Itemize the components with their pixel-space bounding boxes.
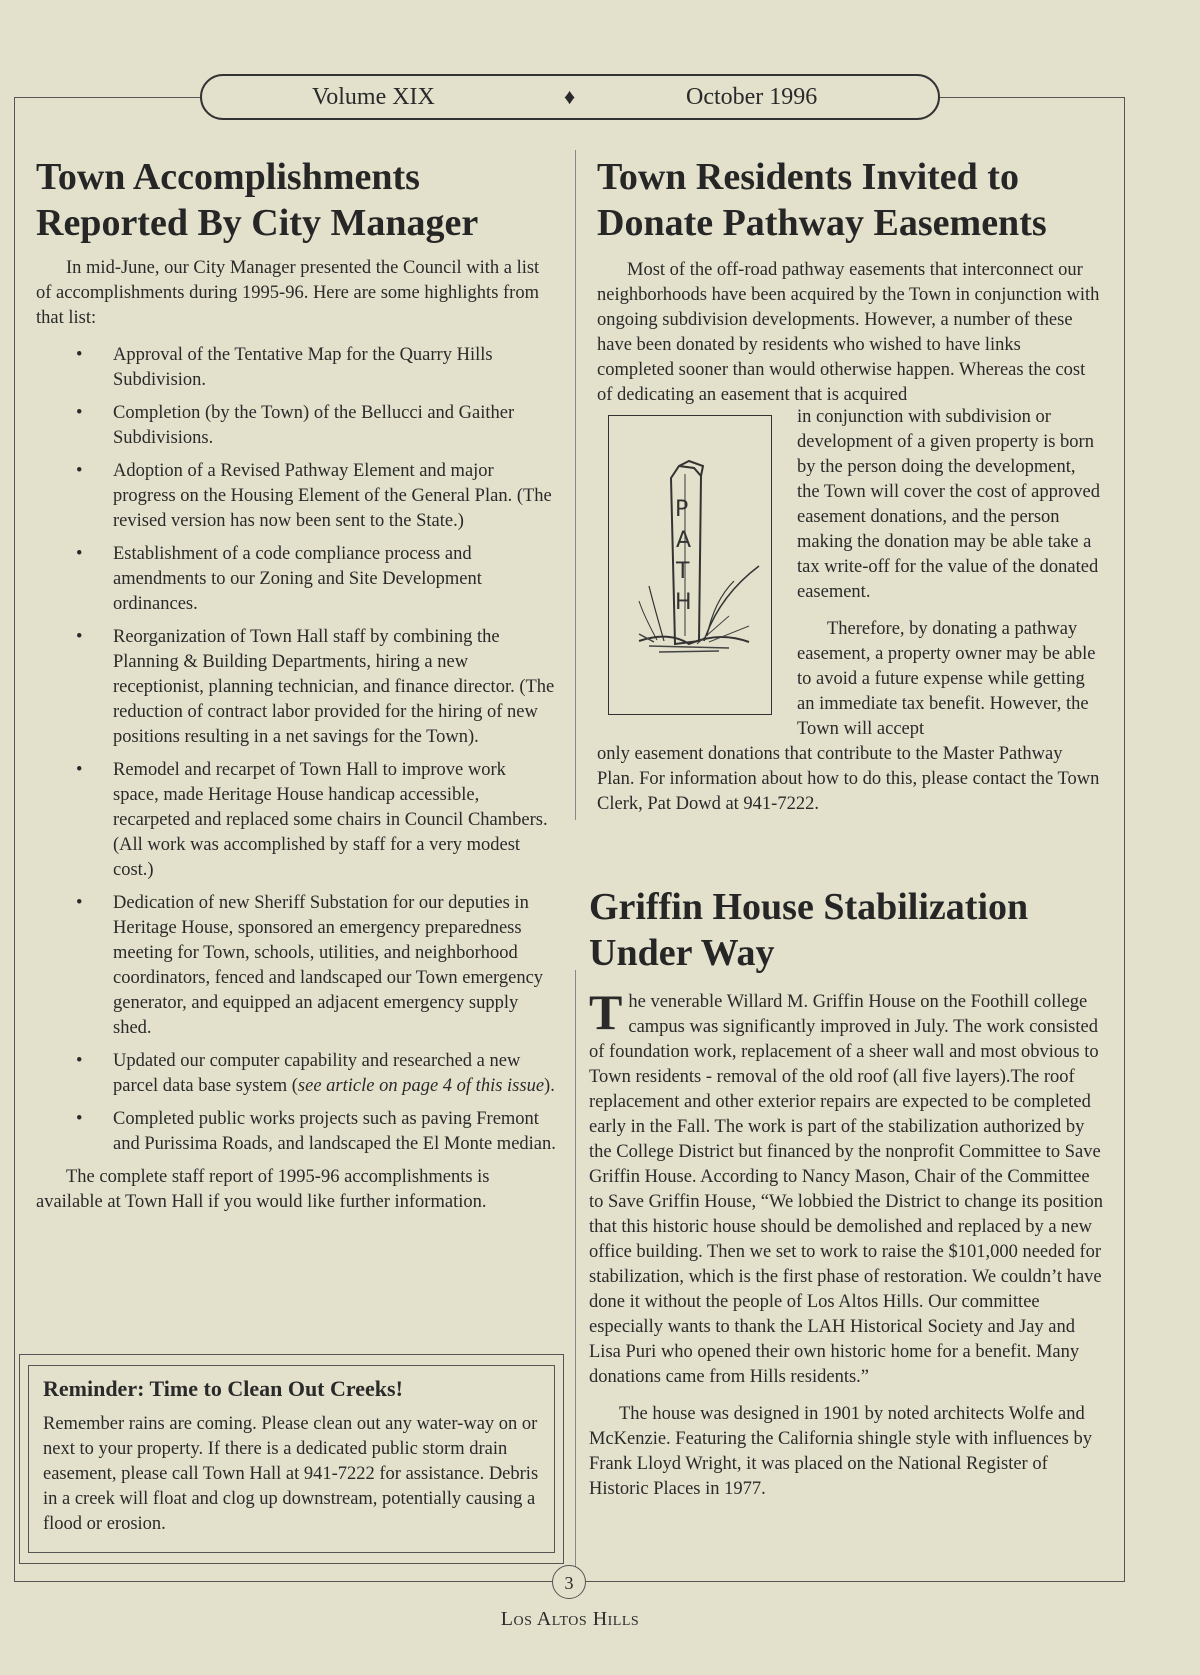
illustration-letter: P (675, 497, 689, 522)
accomplishments-list (36, 343, 556, 1157)
path-marker-illustration (608, 415, 772, 715)
list-item: • Completion (by the Town) of the Bellucci and Gaither Subdivisions. (36, 401, 556, 451)
list-item: • Approval of the Tentative Map for the Quarry Hills Subdivision. (36, 343, 556, 393)
list-item (36, 1049, 556, 1099)
diamond-icon: ♦ (564, 84, 576, 109)
pathway-paragraph-bottom: only easement donations that contribute to the Master Pathway Plan. For information about how to do this, please contact the Town Clerk, Pat Dowd at 941-7222. (597, 744, 1100, 814)
list-item: • Dedication of new Sheriff Substation for our deputies in Heritage House, sponsored an emergency preparedness meeting for Town, schools, utilities, and neighborhood coordinators, fenced and landscaped our Town emergency generator, and equipped an adjacent emergency supply shed. (36, 891, 556, 1041)
pathway-paragraph-top: Most of the off-road pathway easements that interconnect our neighborhoods have been acquired by the Town in conjunction with ongoing subdivision developments. However, a number of these have been donated by residents who wished to have links completed sooner than would otherwise happen. Whereas the cost of dedicating an easement that is acquired (597, 260, 1100, 405)
accomplishments-article (36, 154, 556, 1215)
issue-date: October 1996 (686, 83, 818, 110)
illustration-letter: T (676, 559, 690, 584)
page-number: 3 (552, 1565, 586, 1599)
pathway-paragraph-side: in conjunction with subdivision or development of a given property is born by the person doing the development, the Town will cover the cost of approved easement donations, and the person making the donation may be able take a tax write-off for the value of the donated easement. (797, 407, 1101, 602)
reminder-title: Reminder: Time to Clean Out Creeks! (43, 1376, 403, 1401)
list-item-text: ). (544, 1076, 555, 1096)
issue-header (200, 74, 940, 120)
list-item: • Remodel and recarpet of Town Hall to improve work space, made Heritage House handicap accessible, recarpeted and replaced some chairs in Council Chambers. (All work was accomplished by staff for a very modest cost.) (36, 758, 556, 883)
reminder-inner (28, 1365, 555, 1553)
list-item: • Reorganization of Town Hall staff by combining the Planning & Building Departments, hiring a new receptionist, planning technician, and finance director. (The reduction of contract labor provided for the hiring of new positions resulting in a net savings for the Town). (36, 625, 556, 750)
column-divider (575, 150, 576, 820)
pathway-paragraph-side-2: Therefore, by donating a pathway easement, a property owner may be able to avoid a future expense while getting an immediate tax benefit. However, the Town will accept (797, 619, 1096, 739)
volume-label: Volume XIX (312, 83, 435, 110)
page-reference: see article on page 4 of this issue (297, 1076, 545, 1096)
article-intro: In mid-June, our City Manager presented the Council with a list of accomplishments during 1995-96. Here are some highlights from that list: (36, 258, 540, 328)
path-post-icon (609, 416, 770, 713)
illustration-letter: A (676, 528, 692, 553)
column-divider (575, 970, 576, 1570)
publication-name: Los Altos Hills (500, 1608, 640, 1630)
list-item: • Adoption of a Revised Pathway Element and major progress on the Housing Element of the General Plan. (The revised version has now been sent to the State.) (36, 459, 556, 534)
griffin-paragraph-1-text: he venerable Willard M. Griffin House on the Foothill college campus was significantly improved in July. The work consisted of foundation work, replacement of a sheer wall and most obvious to Town residents - removal of the old roof (all five layers).The roof replacement and other exterior repairs are expected to be completed early in the Fall. The work is part of the stabilization authorized by the College District but financed by the nonprofit Committee to Save Griffin House. According to Nancy Mason, Chair of the Committee to Save Griffin House, “We lobbied the District to change its position that this historic house should be demolished and replaced by a new office building. Then we set to work to raise the $101,000 needed for stabilization, which is the first phase of restoration. We couldn’t have done it without the people of Los Altos Hills. Our committee especially wants to thank the LAH Historical Society and Jay and Lisa Puri who opened their own historic home for a benefit. Many donations came from Hills residents.” (589, 992, 1104, 1387)
article-title: Griffin House Stabilization Under Way (589, 886, 1029, 974)
list-item-text: Updated our computer capability and researched a new parcel data base system ( (113, 1051, 521, 1096)
article-closing: The complete staff report of 1995-96 accomplishments is available at Town Hall if you would like further information. (36, 1167, 490, 1212)
reminder-box (19, 1354, 564, 1564)
reminder-body: Remember rains are coming. Please clean out any water-way on or next to your property. If there is a dedicated public storm drain easement, please call Town Hall at 941-7222 for assistance. Debris in a creek will float and clog up downstream, potentially causing a flood or erosion. (43, 1414, 539, 1534)
pathway-article (597, 154, 1102, 246)
article-title: Town Residents Invited to Donate Pathway Easements (597, 156, 1047, 244)
illustration-letter: H (675, 590, 692, 615)
list-item: • Establishment of a code compliance process and amendments to our Zoning and Site Development ordinances. (36, 542, 556, 617)
article-title: Town Accomplishments Reported By City Manager (36, 156, 479, 244)
griffin-paragraph-2: The house was designed in 1901 by noted architects Wolfe and McKenzie. Featuring the California shingle style with influences by Frank Lloyd Wright, it was placed on the National Register of Historic Places in 1977. (589, 1404, 1092, 1499)
griffin-paragraph-1 (589, 984, 1104, 1390)
drop-cap: T (589, 984, 623, 1040)
list-item: • Completed public works projects such as paving Fremont and Purissima Roads, and landscaped the El Monte median. (36, 1107, 556, 1157)
griffin-article (589, 884, 1104, 1502)
